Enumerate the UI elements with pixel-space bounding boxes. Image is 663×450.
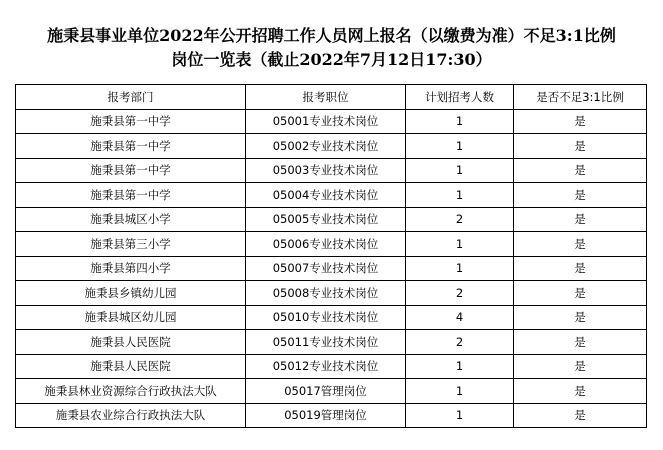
cell-planned-count: 1 — [406, 232, 514, 257]
cell-department: 施秉县乡镇幼儿园 — [16, 281, 246, 306]
cell-position: 05012专业技术岗位 — [246, 354, 406, 379]
header-position: 报考职位 — [246, 85, 406, 110]
cell-below-ratio: 是 — [514, 232, 647, 257]
cell-below-ratio: 是 — [514, 134, 647, 159]
table-row — [16, 158, 647, 183]
cell-planned-count: 1 — [406, 158, 514, 183]
positions-table — [15, 84, 647, 428]
table-row — [16, 256, 647, 281]
cell-department: 施秉县第一中学 — [16, 158, 246, 183]
table-row — [16, 232, 647, 257]
cell-position: 05017管理岗位 — [246, 379, 406, 404]
cell-position: 05011专业技术岗位 — [246, 330, 406, 355]
cell-position: 05019管理岗位 — [246, 403, 406, 428]
cell-planned-count: 1 — [406, 109, 514, 134]
cell-below-ratio: 是 — [514, 330, 647, 355]
title-line-1: 施秉县事业单位2022年公开招聘工作人员网上报名（以缴费为准）不足3:1比例 — [47, 26, 616, 45]
cell-planned-count: 1 — [406, 183, 514, 208]
table-row — [16, 354, 647, 379]
table-row — [16, 281, 647, 306]
cell-position: 05002专业技术岗位 — [246, 134, 406, 159]
cell-below-ratio: 是 — [514, 281, 647, 306]
cell-position: 05001专业技术岗位 — [246, 109, 406, 134]
table-row — [16, 305, 647, 330]
cell-position: 05004专业技术岗位 — [246, 183, 406, 208]
cell-below-ratio: 是 — [514, 183, 647, 208]
cell-below-ratio: 是 — [514, 207, 647, 232]
cell-below-ratio: 是 — [514, 109, 647, 134]
table-row — [16, 109, 647, 134]
table-row — [16, 183, 647, 208]
cell-below-ratio: 是 — [514, 403, 647, 428]
cell-department: 施秉县人民医院 — [16, 330, 246, 355]
header-department: 报考部门 — [16, 85, 246, 110]
document-title — [0, 24, 663, 72]
table-row — [16, 403, 647, 428]
cell-below-ratio: 是 — [514, 305, 647, 330]
cell-planned-count: 1 — [406, 256, 514, 281]
table-row — [16, 379, 647, 404]
title-line-2: 岗位一览表（截止2022年7月12日17:30） — [171, 50, 492, 69]
cell-planned-count: 1 — [406, 134, 514, 159]
cell-position: 05007专业技术岗位 — [246, 256, 406, 281]
cell-position: 05010专业技术岗位 — [246, 305, 406, 330]
cell-planned-count: 2 — [406, 330, 514, 355]
table-row — [16, 330, 647, 355]
cell-department: 施秉县农业综合行政执法大队 — [16, 403, 246, 428]
cell-department: 施秉县林业资源综合行政执法大队 — [16, 379, 246, 404]
cell-department: 施秉县第一中学 — [16, 183, 246, 208]
cell-below-ratio: 是 — [514, 256, 647, 281]
cell-position: 05005专业技术岗位 — [246, 207, 406, 232]
cell-position: 05006专业技术岗位 — [246, 232, 406, 257]
table-header — [16, 85, 647, 110]
cell-position: 05008专业技术岗位 — [246, 281, 406, 306]
cell-planned-count: 1 — [406, 379, 514, 404]
cell-department: 施秉县城区幼儿园 — [16, 305, 246, 330]
table-row — [16, 134, 647, 159]
cell-position: 05003专业技术岗位 — [246, 158, 406, 183]
header-below-ratio: 是否不足3:1比例 — [514, 85, 647, 110]
cell-below-ratio: 是 — [514, 158, 647, 183]
cell-department: 施秉县第三小学 — [16, 232, 246, 257]
cell-department: 施秉县城区小学 — [16, 207, 246, 232]
cell-planned-count: 1 — [406, 354, 514, 379]
header-planned-count: 计划招考人数 — [406, 85, 514, 110]
cell-department: 施秉县第一中学 — [16, 109, 246, 134]
cell-planned-count: 1 — [406, 403, 514, 428]
cell-department: 施秉县人民医院 — [16, 354, 246, 379]
cell-planned-count: 4 — [406, 305, 514, 330]
cell-department: 施秉县第四小学 — [16, 256, 246, 281]
cell-below-ratio: 是 — [514, 354, 647, 379]
cell-planned-count: 2 — [406, 207, 514, 232]
header-row — [16, 85, 647, 110]
table-row — [16, 207, 647, 232]
cell-planned-count: 2 — [406, 281, 514, 306]
cell-department: 施秉县第一中学 — [16, 134, 246, 159]
cell-below-ratio: 是 — [514, 379, 647, 404]
